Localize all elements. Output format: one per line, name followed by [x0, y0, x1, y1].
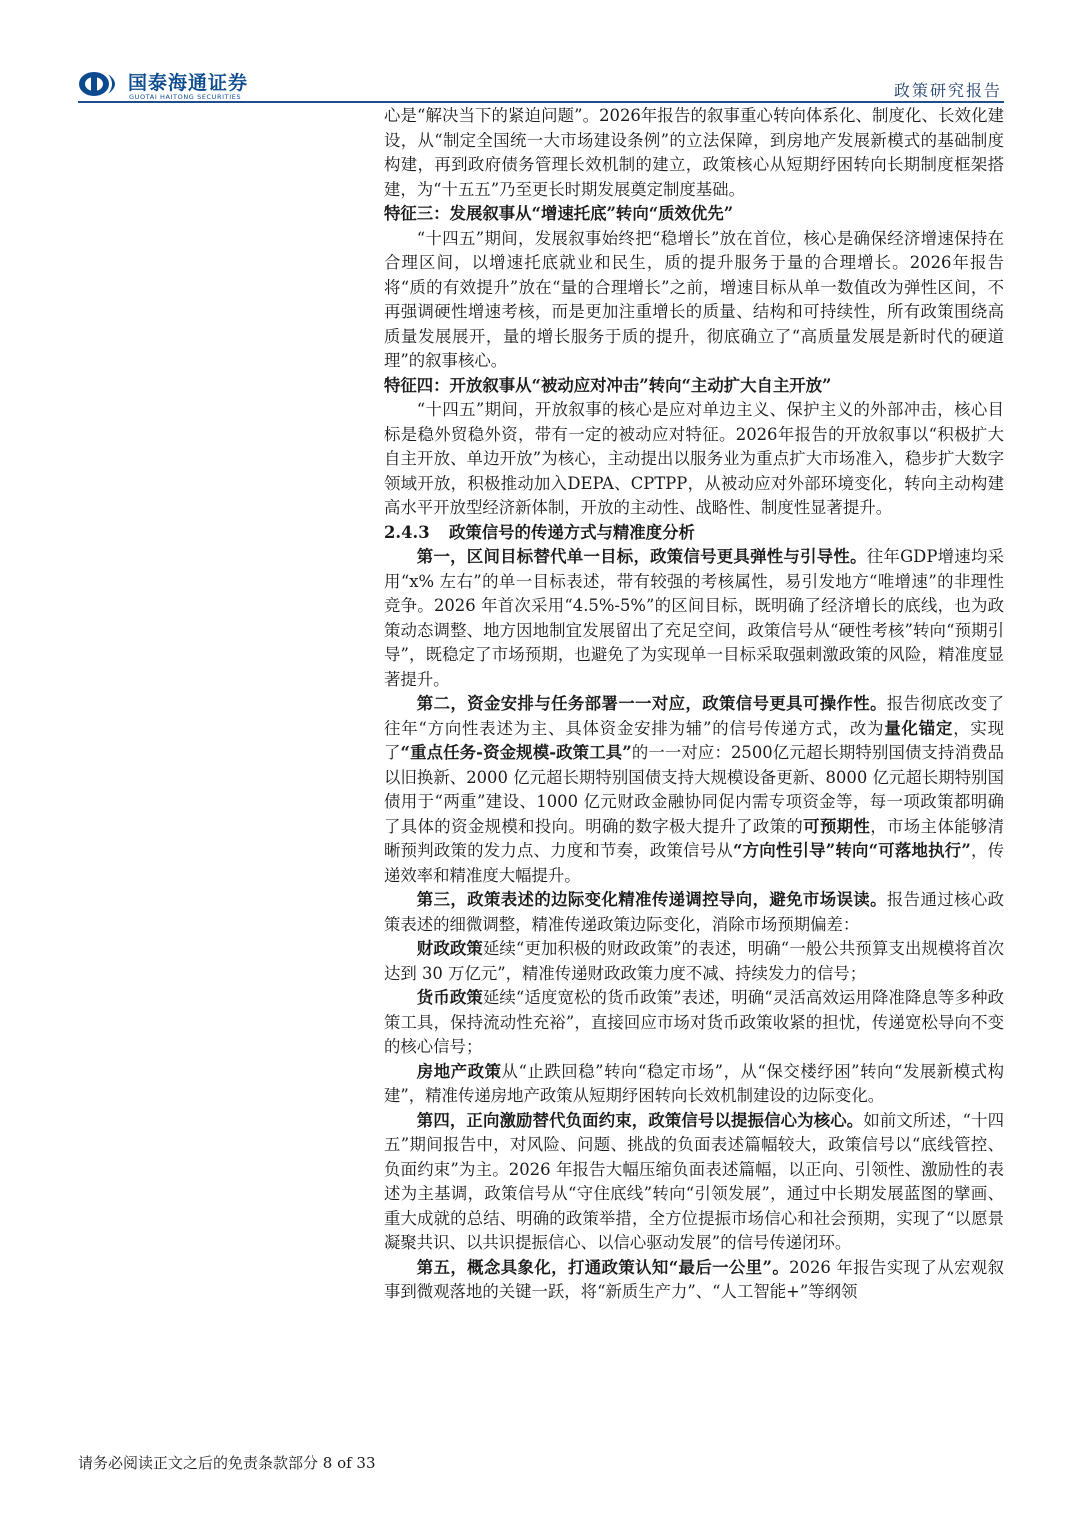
- lead-fifth: 第五，概念具象化，打通政策认知“最后一公里”。: [416, 1257, 790, 1277]
- paragraph-fifth: [384, 1256, 1004, 1305]
- section-title: 政策信号的传递方式与精准度分析: [449, 522, 695, 542]
- lead-first: 第一，区间目标替代单一目标，政策信号更具弹性与引导性。: [416, 547, 867, 566]
- page-footer: 请务必阅读正文之后的免责条款部分 8 of 33: [78, 1454, 376, 1472]
- section-number: 2.4.3: [384, 522, 430, 542]
- emphasis-quantified: 量化锚定: [884, 718, 954, 738]
- paragraph-property: [384, 1060, 1004, 1109]
- paragraph-second: [384, 692, 1004, 888]
- feature-three-heading: 特征三：发展叙事从“增速托底”转向“质效优先”: [384, 204, 734, 223]
- body-second-c: ，实现了: [384, 718, 1005, 762]
- page-header: [0, 0, 1080, 104]
- body-second-i: ，传递效率和精准度大幅提升。: [384, 841, 1004, 885]
- body-third: 报告通过核心政策表述的细微调整，精准传递政策边际变化，消除市场预期偏差：: [384, 890, 1005, 934]
- feature-four-heading: 特征四：开放叙事从“被动应对冲击”转向“主动扩大自主开放”: [384, 375, 832, 395]
- main-content: [384, 104, 1004, 1305]
- paragraph-fiscal: [384, 937, 1004, 986]
- body-first: 往年GDP增速均采用“x% 左右”的单一目标表述，带有较强的考核属性，易引发地方“唯增速”的非理性竞争。2026 年首次采用“4.5%-5%”的区间目标，既明确了经济增长的底线，也为政策动态调整、地方因地制宜发展留出了充足空间，政策信号从“硬性考核”转向“预期引导”，既稳定了市场预期，也避免了为实现单一目标采取强刺激政策的风险，精准度显著提升。: [384, 547, 1005, 689]
- lead-monetary: 货币政策: [416, 988, 483, 1007]
- paragraph-feature-three: “十四五”期间，发展叙事始终把“稳增长”放在首位，核心是确保经济增速保持在合理区间，以增速托底就业和民生，质的提升服务于量的合理增长。2026年报告将“质的有效提升”放在“量的合理增长”之前，增速目标从单一数值改为弹性区间，不再强调硬性增速考核，而是更加注重增长的质量、结构和可持续性，所有政策围绕高质量发展展开，量的增长服务于质的提升，彻底确立了“高质量发展是新时代的硬道理”的叙事核心。: [384, 228, 1004, 370]
- body-second-a: 报告彻底改变了往年“方向性表述为主、具体资金安排为辅”的信号传递方式，改为: [384, 694, 1005, 738]
- emphasis-mapping: “重点任务-资金规模-政策工具”: [400, 743, 632, 762]
- body-fiscal: 延续“更加积极的财政政策”的表述，明确“一般公共预算支出规模将首次达到 30 万亿元”，精准传递财政政策力度不减、持续发力的信号；: [384, 939, 1004, 983]
- body-property: 从“止跌回稳”转向“稳定市场”，从“保交楼纾困”转向“发展新模式构建”，精准传递房地产政策从短期纾困转向长效机制建设的边际变化。: [384, 1061, 1005, 1105]
- guotai-haitong-logo-icon: [78, 70, 122, 98]
- body-second-g: ，市场主体能够清晰预判政策的发力点、力度和节奏，政策信号从: [384, 816, 1005, 860]
- company-logo: [78, 66, 268, 106]
- paragraph-feature-four: “十四五”期间，开放叙事的核心是应对单边主义、保护主义的外部冲击，核心目标是稳外贸稳外资，带有一定的被动应对特征。2026年报告的开放叙事以“积极扩大自主开放、单边开放”为核心，主动提出以服务业为重点扩大市场准入，稳步扩大数字领域开放，积极推动加入DEPA、CPTPP，从被动应对外部环境变化，转向主动构建高水平开放型经济新体制，开放的主动性、战略性、制度性显著提升。: [384, 400, 1004, 517]
- logo-english-name: GUOTAI HAITONG SECURITIES: [129, 93, 242, 101]
- body-fifth: 2026 年报告实现了从宏观叙事到微观落地的关键一跃，将“新质生产力”、“人工智能+”等纲领: [384, 1257, 1004, 1301]
- emphasis-execution: “方向性引导”转向“可落地执行”: [732, 841, 971, 860]
- paragraph-continued: 心是“解决当下的紧迫问题”。2026年报告的叙事重心转向体系化、制度化、长效化建设，从“制定全国统一大市场建设条例”的立法保障，到房地产发展新模式的基础制度构建，再到政府债务管理长效机制的建立，政策核心从短期纾困转向长期制度框架搭建，为“十五五”乃至更长时期发展奠定制度基础。: [384, 106, 1004, 199]
- lead-fiscal: 财政政策: [416, 939, 483, 958]
- lead-second: 第二，资金安排与任务部署一一对应，政策信号更具可操作性。: [416, 694, 887, 713]
- lead-property: 房地产政策: [416, 1061, 502, 1081]
- logo-chinese-name: 国泰海通证券: [128, 72, 249, 94]
- emphasis-predictability: 可预期性: [803, 816, 871, 836]
- lead-third: 第三，政策表述的边际变化精准传递调控导向，避免市场误读。: [416, 890, 887, 909]
- paragraph-fourth: [384, 1109, 1004, 1256]
- lead-fourth: 第四，正向激励替代负面约束，政策信号以提振信心为核心。: [416, 1110, 864, 1130]
- header-divider: [78, 101, 1004, 103]
- paragraph-first: [384, 545, 1004, 692]
- body-fourth: 如前文所述，“十四五”期间报告中，对风险、问题、挑战的负面表述篇幅较大，政策信号以“底线管控、负面约束”为主。2026 年报告大幅压缩负面表述篇幅，以正向、引领性、激励性的表述为主基调，政策信号从“守住底线”转向“引领发展”，通过中长期发展蓝图的擘画、重大成就的总结、明确的政策举措，全方位提振市场信心和社会预期，实现了“以愿景凝聚共识、以共识提振信心、以信心驱动发展”的信号传递闭环。: [384, 1110, 1004, 1252]
- paragraph-third: [384, 888, 1004, 937]
- body-monetary: 延续“适度宽松的货币政策”表述，明确“灵活高效运用降准降息等多种政策工具，保持流动性充裕”，直接回应市场对货币政策收紧的担忧，传递宽松导向不变的核心信号；: [384, 988, 1004, 1056]
- body-second-e: 的一一对应：2500亿元超长期特别国债支持消费品以旧换新、2000 亿元超长期特别国债支持大规模设备更新、8000 亿元超长期特别国债用于“两重”建设、1000 亿元财政金融协同促内需专项资金等，每一项政策都明确了具体的资金规模和投向。明确的数字极大提升了政策的: [384, 743, 1005, 836]
- section-heading: [384, 521, 1004, 546]
- paragraph-monetary: [384, 986, 1004, 1060]
- report-type-label: 政策研究报告: [893, 81, 1002, 100]
